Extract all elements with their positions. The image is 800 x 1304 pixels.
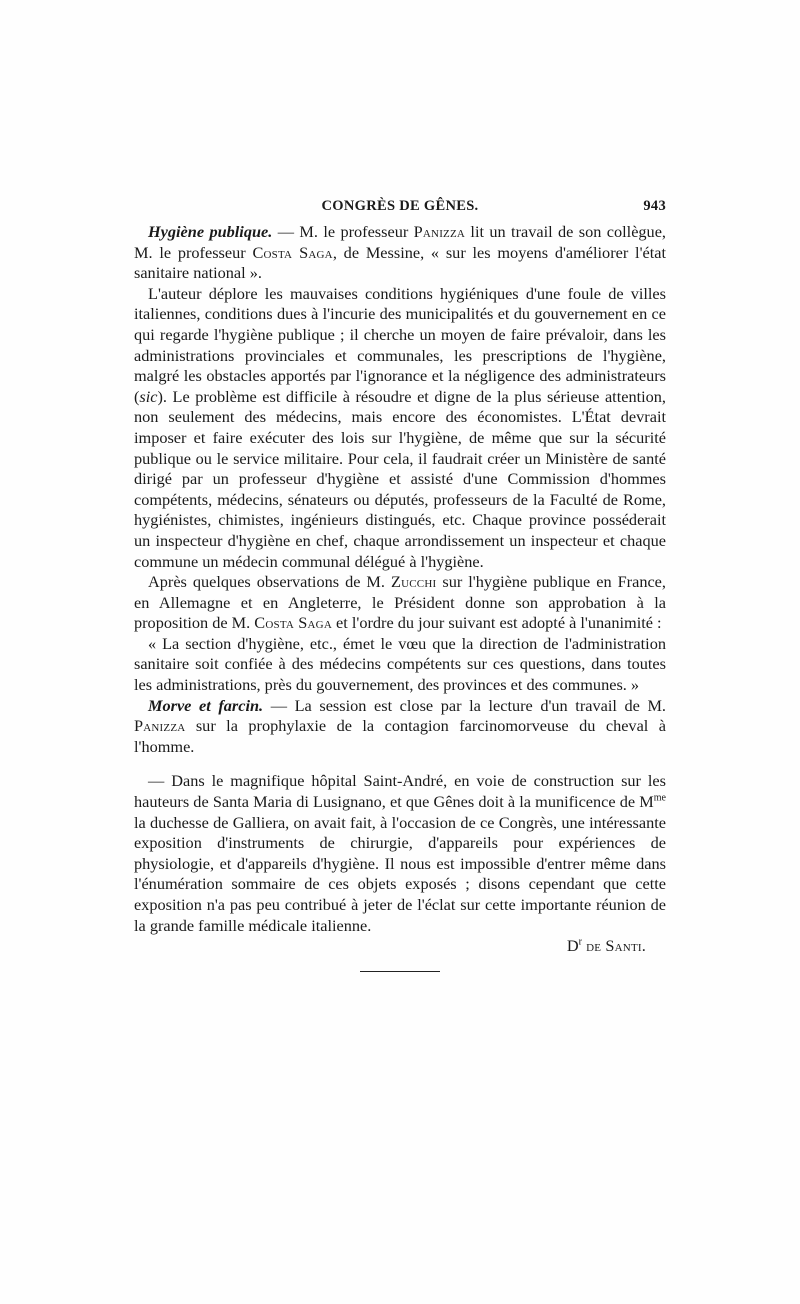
running-head [134,192,666,222]
paragraph-resolution-quote: « La section d'hygiène, etc., émet le vœu que la direction de l'administration sanitaire soit confiée à des médecins compétents sur ces questions, dans toutes les administrations, près du gouvernement, des provinces et des communes. » [134,633,666,695]
author-name: Costa Saga [252,242,333,262]
paragraph-auteur-deplore: L'auteur déplore les mauvaises conditions hygiéniques d'une foule de villes italiennes, conditions dues à l'incurie des municipalités et du gouvernement en ce qui regarde l'hygiène publique ; il cherche un moyen de faire prévaloir, dans les administrations provinciales et communales, les prescriptions de l'hygiène, malgré les obstacles apportés par l'ignorance et la négligence des administrateurs (sic). Le problème est difficile à résoudre et digne de la plus sérieuse attention, non seulement des médecins, mais encore des économistes. L'État devrait imposer et faire exécuter des lois sur l'hygiène, de même que sur la sécurité publique ou le service militaire. Pour cela, il faudrait créer un Ministère de santé dirigé par un professeur d'hygiène et assisté d'une Commission d'hommes compétents, médecins, sénateurs ou députés, professeurs de la Faculté de Rome, hygiénistes, chimistes, ingénieurs distingués, etc. Chaque province posséderait un inspecteur d'hygiène en chef, chaque arrondissement un inspecteur et chaque commune un médecin communal délégué à l'hygiène. [134,283,666,571]
section-lead-morve: Morve et farcin. [148,695,264,715]
closing-rule [360,971,440,972]
author-name: Zucchi [390,572,437,592]
paragraph-hygiene-publique: Hygiène publique. — M. le professeur Panizza lit un travail de son collègue, M. le professeur Costa Saga, de Messine, « sur les moyens d'améliorer l'état sanitaire national ». [134,222,666,283]
paragraph-gap [134,757,666,771]
paragraph-observations: Après quelques observations de M. Zucchi sur l'hygiène publique en France, en Allemagne et en Angleterre, le Président donne son approbation à la proposition de M. Costa Saga et l'ordre du jour suivant est adopté à l'unanimité : [134,572,666,633]
page [134,192,666,972]
signature: $D^r$ de Santi. [566,936,646,956]
section-lead-hygiene: Hygiène publique. [148,222,273,241]
paragraph-hopital-saint-andre: — Dans le magnifique hôpital Saint-André, en voie de construction sur les hauteurs de Santa Maria di Lusignano, et que Gênes doit à la munificence de $M^{me}$ la duchesse de Galliera, on avait fait, à l'occasion de ce Congrès, une intéressante exposition d'instruments de chirurgie, d'appareils pour expériences de physiologie, et d'appareils d'hygiène. Il nous est impossible d'entrer même dans l'énumération sommaire de ces objets exposés ; disons cependant que cette exposition n'a pas peu contribué à jeter de l'éclat sur cette importante réunion de la grande famille médicale italienne. [134,771,666,935]
page-number: 943 [643,198,666,214]
author-name: Panizza [413,222,466,241]
signature-name: de Santi. [586,936,646,956]
sic-marker: sic [139,386,158,406]
paragraph-morve-farcin: Morve et farcin. — La session est close par la lecture d'un travail de M. Panizza sur la prophylaxie de la contagion farcinomorveuse du cheval à l'homme. [134,695,666,756]
author-name: Costa Saga [254,613,332,633]
running-title: CONGRÈS DE GÊNES. [321,198,479,214]
author-name: Panizza [134,716,186,736]
